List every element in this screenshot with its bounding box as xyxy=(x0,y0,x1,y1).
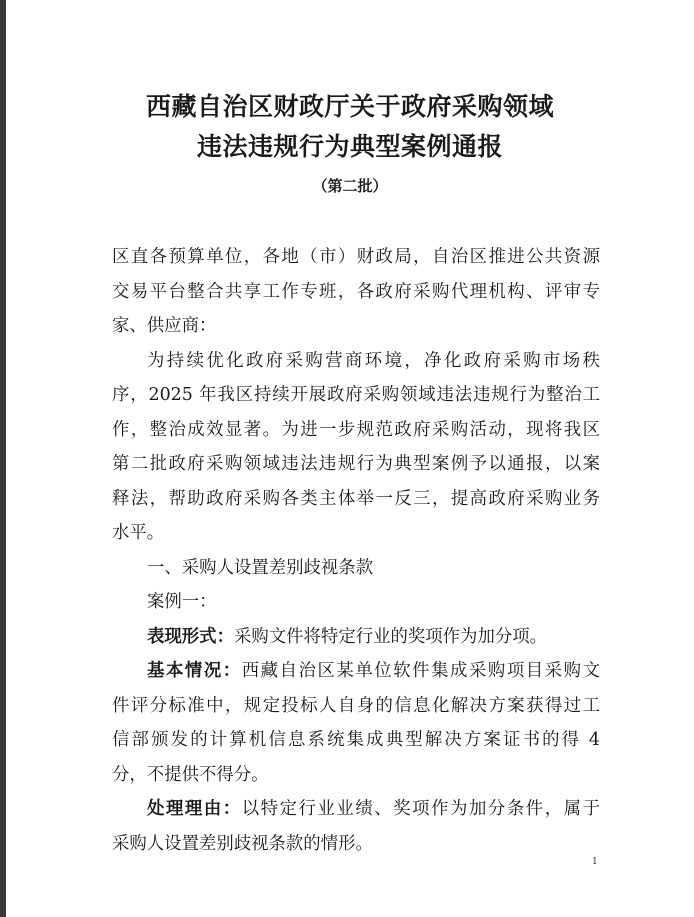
page-number: 1 xyxy=(592,857,598,867)
basic-paragraph-line-1 xyxy=(112,654,600,689)
intro-line-2: 序，2025 年我区持续开展政府采购领域违法违规行为整治工 xyxy=(112,385,600,405)
recipients-line-1: 区直各预算单位，各地（市）财政局，自治区推进公共资源 xyxy=(112,247,600,267)
basic-line-3: 信部颁发的计算机信息系统集成典型解决方案证书的得 4 xyxy=(112,730,600,750)
form-text: 采购文件将特定行业的奖项作为加分项。 xyxy=(233,626,548,647)
reason-paragraph-line-1 xyxy=(112,792,600,827)
basic-text-first: 西藏自治区某单位软件集成采购项目采购文 xyxy=(241,661,600,681)
reason-label: 处理理由： xyxy=(147,799,242,819)
intro-line-4: 第二批政府采购领域违法违规行为典型案例予以通报，以案 xyxy=(112,454,600,474)
basic-line-4: 分，不提供不得分。 xyxy=(112,764,269,785)
recipients-line-3: 家、供应商： xyxy=(112,316,217,336)
reason-line-2: 采购人设置差别歧视条款的情形。 xyxy=(112,833,373,854)
intro-line-5: 释法，帮助政府采购各类主体举一反三，提高政府采购业务 xyxy=(112,488,600,509)
intro-line-3: 作，整治成效显著。为进一步规范政府采购活动，现将我区 xyxy=(112,419,600,440)
form-label: 表现形式： xyxy=(147,626,234,647)
form-paragraph xyxy=(112,620,600,655)
section-1-heading: 一、采购人设置差别歧视条款 xyxy=(147,557,374,578)
intro-line-1: 为持续优化政府采购营商环境，净化政府采购市场秩 xyxy=(147,350,600,371)
basic-line-2: 件评分标准中，规定投标人自身的信息化解决方案获得过工 xyxy=(112,695,600,716)
document-page xyxy=(6,0,694,917)
document-title-line-2: 违法违规行为典型案例通报 xyxy=(196,132,503,161)
document-title-line-1: 西藏自治区财政厅关于政府采购领域 xyxy=(145,92,554,121)
document-body xyxy=(112,240,600,861)
reason-text-first: 以特定行业业绩、奖项作为加分条件，属于 xyxy=(241,799,600,819)
intro-line-6: 水平。 xyxy=(112,523,165,543)
document-subtitle: （第二批） xyxy=(312,177,388,195)
basic-label: 基本情况： xyxy=(147,661,242,681)
case-1-label: 案例一： xyxy=(147,592,217,612)
recipients-line-2: 交易平台整合共享工作专班，各政府采购代理机构、评审专 xyxy=(112,281,600,302)
